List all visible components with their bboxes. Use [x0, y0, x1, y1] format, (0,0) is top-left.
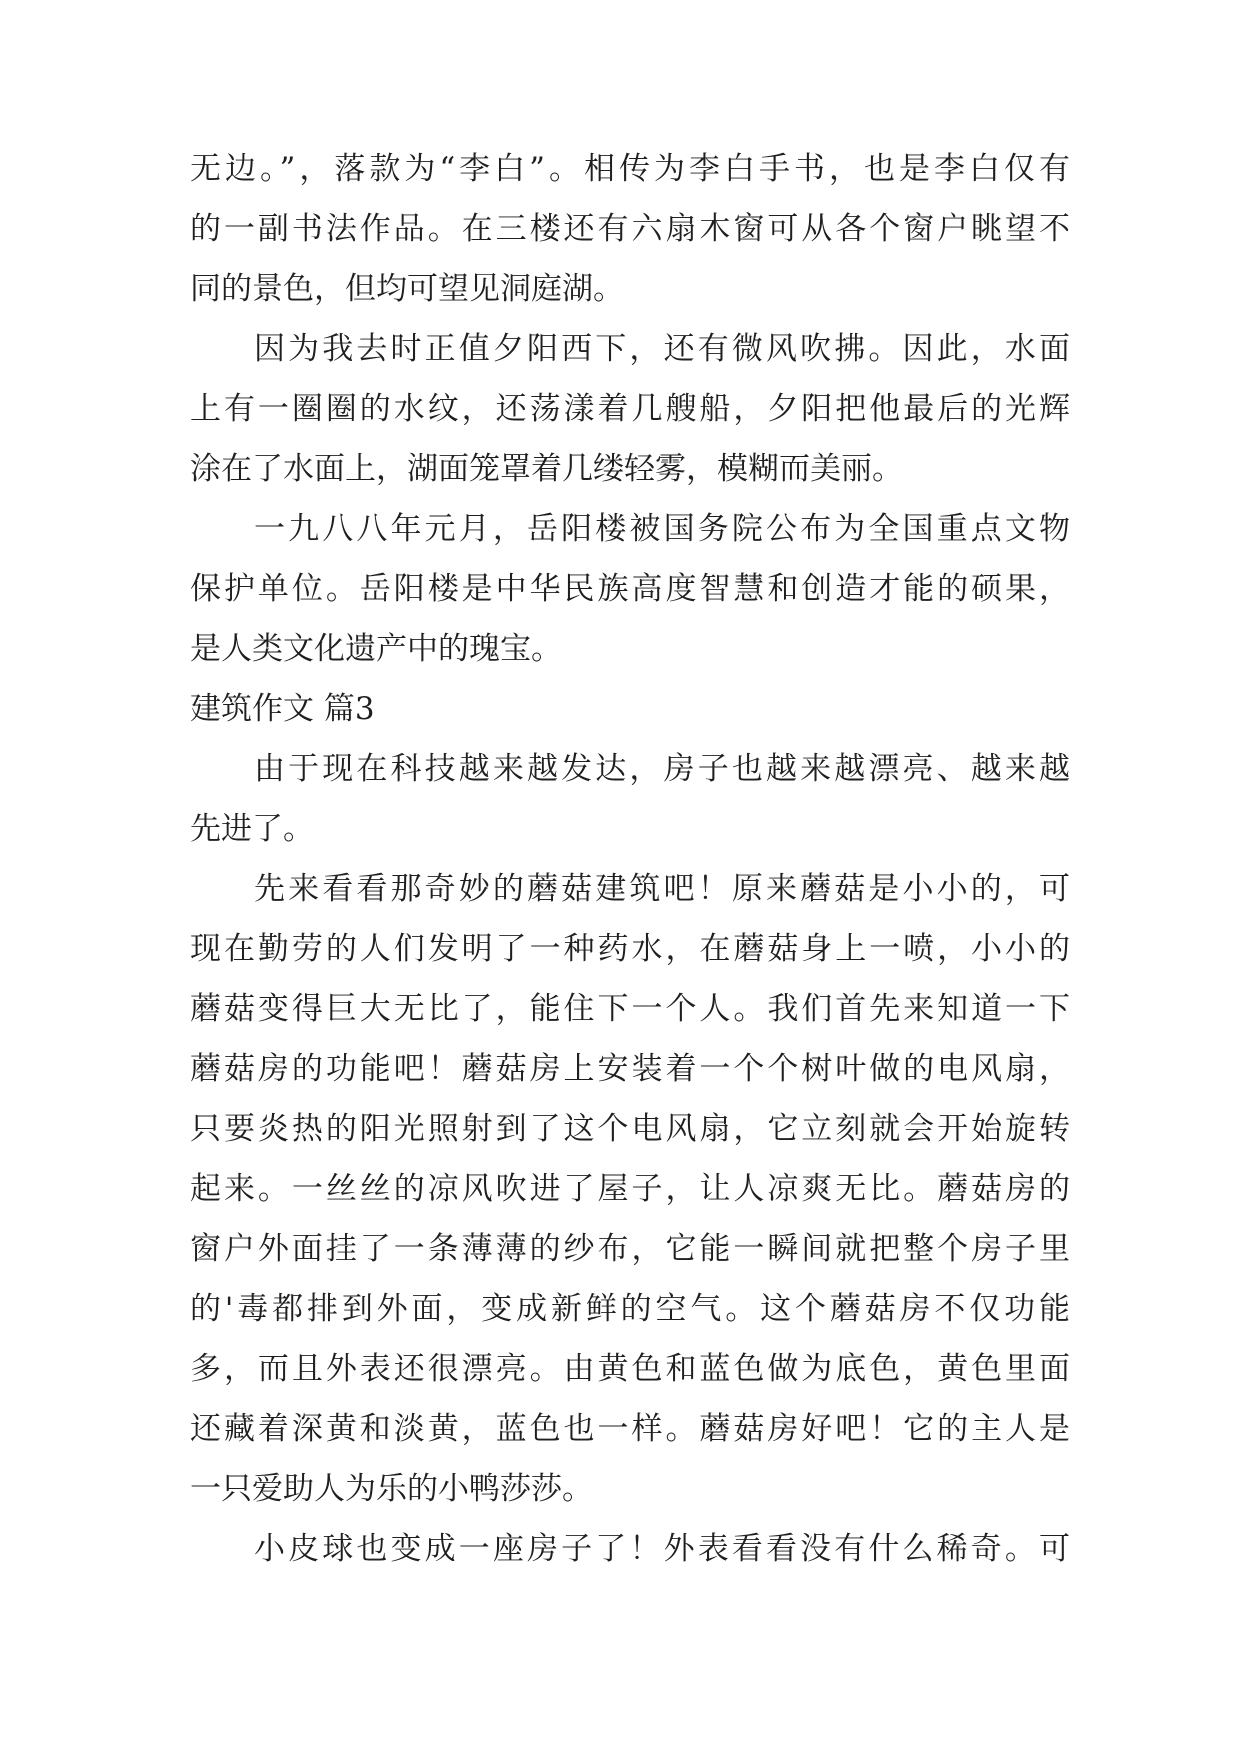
text-line: 多，而且外表还很漂亮。由黄色和蓝色做为底色，黄色里面	[190, 1351, 1070, 1387]
text-line: 蘑菇变得巨大无比了，能住下一个人。我们首先来知道一下	[190, 991, 1070, 1027]
text-line: 还藏着深黄和淡黄，蓝色也一样。蘑菇房好吧！它的主人是	[190, 1411, 1070, 1447]
text-line: 的'毒都排到外面，变成新鲜的空气。这个蘑菇房不仅功能	[190, 1291, 1070, 1327]
text-line: 同的景色，但均可望见洞庭湖。	[190, 271, 624, 307]
paragraph-first-line: 由于现在科技越来越发达，房子也越来越漂亮、越来越	[254, 751, 1070, 787]
section-heading: 建筑作文 篇3	[190, 691, 375, 727]
text-line: 一只爱助人为乐的小鸭莎莎。	[190, 1471, 593, 1507]
text-line: 先进了。	[190, 811, 314, 847]
text-line: 无边。”，落款为“李白”。相传为李白手书，也是李白仅有	[190, 151, 1070, 187]
text-line: 保护单位。岳阳楼是中华民族高度智慧和创造才能的硕果，	[190, 571, 1070, 607]
text-line: 的一副书法作品。在三楼还有六扇木窗可从各个窗户眺望不	[190, 211, 1070, 247]
paragraph-first-line: 先来看看那奇妙的蘑菇建筑吧！原来蘑菇是小小的，可	[254, 871, 1070, 907]
paragraph-first-line: 小皮球也变成一座房子了！外表看看没有什么稀奇。可	[254, 1531, 1070, 1567]
text-line: 蘑菇房的功能吧！蘑菇房上安装着一个个树叶做的电风扇，	[190, 1051, 1070, 1087]
paragraph-first-line: 因为我去时正值夕阳西下，还有微风吹拂。因此，水面	[254, 331, 1070, 367]
text-line: 是人类文化遗产中的瑰宝。	[190, 631, 562, 667]
text-line: 涂在了水面上，湖面笼罩着几缕轻雾，模糊而美丽。	[190, 451, 903, 487]
text-line: 起来。一丝丝的凉风吹进了屋子，让人凉爽无比。蘑菇房的	[190, 1171, 1070, 1207]
text-line: 现在勤劳的人们发明了一种药水，在蘑菇身上一喷，小小的	[190, 931, 1070, 967]
text-line: 只要炎热的阳光照射到了这个电风扇，它立刻就会开始旋转	[190, 1111, 1070, 1147]
paragraph-first-line: 一九八八年元月，岳阳楼被国务院公布为全国重点文物	[254, 511, 1070, 547]
text-line: 上有一圈圈的水纹，还荡漾着几艘船，夕阳把他最后的光辉	[190, 391, 1070, 427]
text-line: 窗户外面挂了一条薄薄的纱布，它能一瞬间就把整个房子里	[190, 1231, 1070, 1267]
